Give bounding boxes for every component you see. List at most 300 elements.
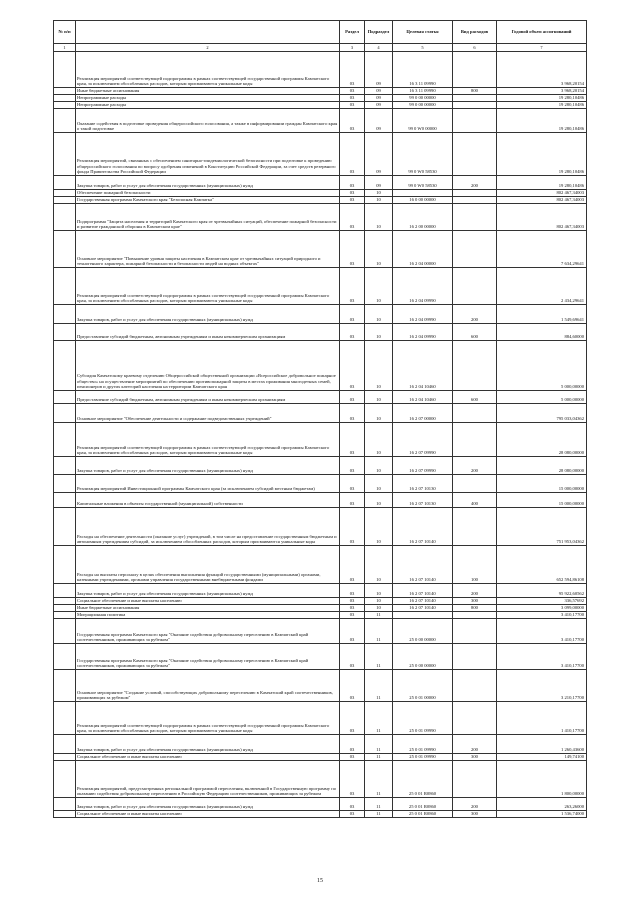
item-name-cell: Расходы на выплаты персоналу в целях обеспечения выполнения функций государственными (муниципальными) органами, казенными учреждениями, органами управления государственными внебюджетными фондами <box>76 546 340 584</box>
col-header-razdel: Раздел <box>340 21 365 44</box>
item-name-cell: Предоставление субсидий бюджетным, автономным учреждениям и иным некоммерческим организациям <box>76 324 340 341</box>
table-row <box>54 102 587 109</box>
amount-cell: 3 410,17700 <box>497 619 587 644</box>
num-cell <box>54 798 76 811</box>
num-cell <box>54 109 76 133</box>
podrazdel-cell: 11 <box>365 811 393 818</box>
vr-cell: 400 <box>453 493 497 508</box>
podrazdel-cell: 10 <box>365 305 393 324</box>
razdel-cell: 03 <box>340 457 365 475</box>
csr-cell: 16 2 04 00000 <box>393 231 453 268</box>
amount-cell: 28 080,00000 <box>497 423 587 457</box>
razdel-cell: 03 <box>340 133 365 176</box>
razdel-cell: 03 <box>340 612 365 619</box>
num-cell <box>54 546 76 584</box>
podrazdel-cell: 10 <box>365 423 393 457</box>
podrazdel-cell: 09 <box>365 176 393 190</box>
table-row <box>54 52 587 88</box>
table-row <box>54 619 587 644</box>
razdel-cell: 03 <box>340 423 365 457</box>
csr-cell: 25 0 01 R0860 <box>393 761 453 798</box>
table-row <box>54 109 587 133</box>
item-name-cell: Подпрограмма "Защита населения и территорий Камчатского края от чрезвычайных ситуаций, обеспечение пожарной безопасности и развитие гражданской обороны в Камчатском крае" <box>76 204 340 231</box>
vr-cell: 200 <box>453 176 497 190</box>
vr-cell <box>453 109 497 133</box>
table-row <box>54 190 587 197</box>
table-row <box>54 735 587 754</box>
vr-cell <box>453 133 497 176</box>
vr-cell <box>453 702 497 735</box>
item-name-cell: Обеспечение пожарной безопасности <box>76 190 340 197</box>
amount-cell: 2 434,29641 <box>497 268 587 305</box>
razdel-cell: 03 <box>340 619 365 644</box>
num-cell <box>54 735 76 754</box>
num-cell <box>54 176 76 190</box>
table-body <box>54 52 587 818</box>
col-number: 1 <box>54 44 76 52</box>
num-cell <box>54 457 76 475</box>
csr-cell: 99 0 W0 58530 <box>393 176 453 190</box>
col-number: 7 <box>497 44 587 52</box>
num-cell <box>54 493 76 508</box>
vr-cell <box>453 612 497 619</box>
table-row <box>54 305 587 324</box>
razdel-cell: 03 <box>340 754 365 761</box>
csr-cell: 16 2 07 00000 <box>393 404 453 423</box>
table-row <box>54 584 587 598</box>
vr-cell: 300 <box>453 811 497 818</box>
num-cell <box>54 754 76 761</box>
vr-cell <box>453 423 497 457</box>
amount-cell: 149,74100 <box>497 754 587 761</box>
razdel-cell: 03 <box>340 102 365 109</box>
csr-cell: 16 2 07 10140 <box>393 605 453 612</box>
podrazdel-cell: 11 <box>365 735 393 754</box>
num-cell <box>54 102 76 109</box>
num-cell <box>54 95 76 102</box>
table-row <box>54 341 587 391</box>
podrazdel-cell: 10 <box>365 391 393 404</box>
table-row <box>54 546 587 584</box>
table-row <box>54 798 587 811</box>
amount-cell: 3 968,20154 <box>497 88 587 95</box>
num-cell <box>54 324 76 341</box>
csr-cell: 16 2 07 09990 <box>393 457 453 475</box>
amount-cell: 3 410,17700 <box>497 612 587 619</box>
razdel-cell: 03 <box>340 109 365 133</box>
podrazdel-cell: 09 <box>365 52 393 88</box>
razdel-cell: 03 <box>340 52 365 88</box>
vr-cell: 600 <box>453 391 497 404</box>
item-name-cell: Иные бюджетные ассигнования <box>76 88 340 95</box>
vr-cell: 200 <box>453 735 497 754</box>
num-cell <box>54 341 76 391</box>
csr-cell: 16 2 04 09990 <box>393 268 453 305</box>
amount-cell: 1 260,43600 <box>497 735 587 754</box>
csr-cell: 16 3 11 09990 <box>393 88 453 95</box>
csr-cell: 99 0 00 00000 <box>393 102 453 109</box>
amount-cell: 802 467,34003 <box>497 204 587 231</box>
razdel-cell: 03 <box>340 605 365 612</box>
csr-cell: 25 0 01 00000 <box>393 670 453 702</box>
amount-cell: 7 634,29641 <box>497 231 587 268</box>
table-row <box>54 391 587 404</box>
podrazdel-cell: 10 <box>365 324 393 341</box>
item-name-cell: Закупка товаров, работ и услуг для обеспечения государственных (муниципальных) нужд <box>76 584 340 598</box>
csr-cell <box>393 612 453 619</box>
razdel-cell: 03 <box>340 176 365 190</box>
table-row <box>54 231 587 268</box>
vr-cell <box>453 268 497 305</box>
csr-cell: 25 0 01 R0860 <box>393 811 453 818</box>
table-row <box>54 176 587 190</box>
item-name-cell: Государственная программа Камчатского края "Оказание содействия добровольному переселению в Камчатский край соотечественников, проживающих за рубежом" <box>76 619 340 644</box>
podrazdel-cell: 11 <box>365 702 393 735</box>
num-cell <box>54 391 76 404</box>
vr-cell: 200 <box>453 305 497 324</box>
podrazdel-cell: 10 <box>365 197 393 204</box>
item-name-cell: Закупка товаров, работ и услуг для обеспечения государственных (муниципальных) нужд <box>76 798 340 811</box>
item-name-cell: Основное мероприятие "Обеспечение деятельности и содержание подведомственных учреждений" <box>76 404 340 423</box>
podrazdel-cell: 10 <box>365 190 393 197</box>
amount-cell: 1 410,17700 <box>497 702 587 735</box>
podrazdel-cell: 10 <box>365 341 393 391</box>
podrazdel-cell: 10 <box>365 598 393 605</box>
razdel-cell: 03 <box>340 761 365 798</box>
num-cell <box>54 190 76 197</box>
vr-cell: 200 <box>453 584 497 598</box>
podrazdel-cell: 10 <box>365 404 393 423</box>
razdel-cell: 03 <box>340 391 365 404</box>
podrazdel-cell: 09 <box>365 95 393 102</box>
amount-cell: 3 968,20154 <box>497 52 587 88</box>
table-row <box>54 670 587 702</box>
razdel-cell: 03 <box>340 598 365 605</box>
vr-cell: 800 <box>453 605 497 612</box>
csr-cell: 16 2 07 10130 <box>393 475 453 493</box>
item-name-cell: Закупка товаров, работ и услуг для обеспечения государственных (муниципальных) нужд <box>76 735 340 754</box>
table-row <box>54 612 587 619</box>
amount-cell: 1 800,00000 <box>497 761 587 798</box>
razdel-cell: 03 <box>340 190 365 197</box>
table-row <box>54 133 587 176</box>
razdel-cell: 03 <box>340 197 365 204</box>
csr-cell: 25 0 01 09990 <box>393 702 453 735</box>
num-cell <box>54 197 76 204</box>
razdel-cell: 03 <box>340 475 365 493</box>
column-number-row <box>54 44 587 52</box>
vr-cell <box>453 95 497 102</box>
table-row <box>54 95 587 102</box>
item-name-cell: Субсидия Камчатскому краевому отделению Общероссийской общественной организации «Всероссийское добровольное пожарное общество» на осуществление мероприятий по обеспечению противопожарной защиты в местах проживания многодетных семей, пенсионеров и других категорий населения на территории Камчатского края <box>76 341 340 391</box>
item-name-cell: Миграционная политика <box>76 612 340 619</box>
amount-cell: 3 410,17700 <box>497 644 587 670</box>
col-header-podrazdel: Подраздел <box>365 21 393 44</box>
podrazdel-cell: 10 <box>365 204 393 231</box>
col-header-vr: Вид расходов <box>453 21 497 44</box>
amount-cell: 19 280,10486 <box>497 95 587 102</box>
item-name-cell: Реализация мероприятий соответствующей подпрограммы в рамках соответствующей государственной программы Камчатского края, за исключением обособленных расходов, которым присваиваются уникальные коды <box>76 423 340 457</box>
podrazdel-cell: 10 <box>365 546 393 584</box>
num-cell <box>54 598 76 605</box>
podrazdel-cell: 09 <box>365 109 393 133</box>
razdel-cell: 03 <box>340 341 365 391</box>
csr-cell: 25 0 01 09990 <box>393 754 453 761</box>
razdel-cell: 03 <box>340 811 365 818</box>
table-row <box>54 423 587 457</box>
col-header-csr: Целевая статья <box>393 21 453 44</box>
num-cell <box>54 702 76 735</box>
podrazdel-cell: 10 <box>365 605 393 612</box>
podrazdel-cell: 10 <box>365 268 393 305</box>
item-name-cell: Капитальные вложения в объекты государственной (муниципальной) собственности <box>76 493 340 508</box>
item-name-cell: Государственная программа Камчатского края "Безопасная Камчатка" <box>76 197 340 204</box>
item-name-cell: Непрограммные расходы <box>76 102 340 109</box>
table-row <box>54 754 587 761</box>
item-name-cell: Реализация мероприятий соответствующей подпрограммы в рамках соответствующей государственной программы Камчатского края, за исключением обособленных расходов, которым присваиваются уникальные коды <box>76 702 340 735</box>
amount-cell: 3 099,00000 <box>497 605 587 612</box>
col-header-num: № п/п <box>54 21 76 44</box>
razdel-cell: 03 <box>340 404 365 423</box>
num-cell <box>54 268 76 305</box>
podrazdel-cell: 11 <box>365 644 393 670</box>
csr-cell: 25 0 00 00000 <box>393 619 453 644</box>
item-name-cell: Реализация мероприятий, связанных с обеспечением санитарно-эпидемиологической безопасности при подготовке к проведению общероссийского голосования по вопросу одобрения изменений в Конституцию Российской Федерации, за счет средств резервного фонда Правительства Российской Федерации <box>76 133 340 176</box>
vr-cell: 300 <box>453 754 497 761</box>
amount-cell: 802 467,34003 <box>497 190 587 197</box>
num-cell <box>54 508 76 546</box>
amount-cell: 19 280,10486 <box>497 133 587 176</box>
amount-cell: 15 000,00000 <box>497 475 587 493</box>
csr-cell: 16 2 07 10140 <box>393 598 453 605</box>
table-row <box>54 761 587 798</box>
num-cell <box>54 404 76 423</box>
razdel-cell: 03 <box>340 798 365 811</box>
csr-cell: 25 0 00 00000 <box>393 644 453 670</box>
vr-cell <box>453 52 497 88</box>
csr-cell: 16 2 07 10140 <box>393 508 453 546</box>
table-row <box>54 508 587 546</box>
amount-cell: 1 549,69641 <box>497 305 587 324</box>
item-name-cell: Реализация мероприятий соответствующей подпрограммы в рамках соответствующей государственной программы Камчатского края, за исключением обособленных расходов, которым присваиваются уникальные коды <box>76 52 340 88</box>
razdel-cell: 03 <box>340 268 365 305</box>
csr-cell: 16 2 00 00000 <box>393 204 453 231</box>
item-name-cell: Социальное обеспечение и иные выплаты населению <box>76 811 340 818</box>
razdel-cell: 03 <box>340 204 365 231</box>
item-name-cell: Иные бюджетные ассигнования <box>76 605 340 612</box>
item-name-cell: Государственная программа Камчатского края "Оказание содействия добровольному переселению в Камчатский край соотечественников, проживающих за рубежом" <box>76 644 340 670</box>
amount-cell: 19 280,10486 <box>497 102 587 109</box>
razdel-cell: 03 <box>340 508 365 546</box>
num-cell <box>54 605 76 612</box>
csr-cell: 99 0 W0 58530 <box>393 133 453 176</box>
csr-cell: 16 0 00 00000 <box>393 197 453 204</box>
col-number: 5 <box>393 44 453 52</box>
vr-cell: 800 <box>453 88 497 95</box>
table-header-row <box>54 21 587 44</box>
podrazdel-cell: 11 <box>365 619 393 644</box>
razdel-cell: 03 <box>340 324 365 341</box>
razdel-cell: 03 <box>340 305 365 324</box>
vr-cell <box>453 404 497 423</box>
amount-cell: 28 080,00000 <box>497 457 587 475</box>
podrazdel-cell: 10 <box>365 493 393 508</box>
item-name-cell: Социальное обеспечение и иные выплаты населению <box>76 754 340 761</box>
table-row <box>54 493 587 508</box>
col-number: 4 <box>365 44 393 52</box>
vr-cell <box>453 644 497 670</box>
num-cell <box>54 204 76 231</box>
amount-cell: 802 467,34003 <box>497 197 587 204</box>
budget-table <box>53 20 587 818</box>
item-name-cell: Реализация мероприятий, предусмотренных региональной программой переселения, включенной в Государственную программу по оказанию содействия добровольному переселению в Российскую Федерацию соотечественников, проживающих за рубежом <box>76 761 340 798</box>
vr-cell <box>453 231 497 268</box>
table-row <box>54 268 587 305</box>
num-cell <box>54 670 76 702</box>
vr-cell <box>453 204 497 231</box>
razdel-cell: 03 <box>340 95 365 102</box>
col-number: 3 <box>340 44 365 52</box>
csr-cell: 99 0 00 00000 <box>393 95 453 102</box>
podrazdel-cell: 10 <box>365 475 393 493</box>
table-row <box>54 644 587 670</box>
vr-cell <box>453 508 497 546</box>
table-row <box>54 197 587 204</box>
podrazdel-cell: 11 <box>365 670 393 702</box>
razdel-cell: 03 <box>340 493 365 508</box>
vr-cell <box>453 475 497 493</box>
col-header-name <box>76 21 340 44</box>
num-cell <box>54 305 76 324</box>
amount-cell: 19 280,10486 <box>497 109 587 133</box>
page-number: 15 <box>317 878 323 884</box>
vr-cell: 200 <box>453 457 497 475</box>
amount-cell: 5 000,00000 <box>497 341 587 391</box>
num-cell <box>54 612 76 619</box>
amount-cell: 884,60000 <box>497 324 587 341</box>
csr-cell: 25 0 01 R0860 <box>393 798 453 811</box>
vr-cell <box>453 619 497 644</box>
razdel-cell: 03 <box>340 88 365 95</box>
csr-cell <box>393 190 453 197</box>
num-cell <box>54 811 76 818</box>
num-cell <box>54 644 76 670</box>
col-number: 6 <box>453 44 497 52</box>
item-name-cell: Непрограммные расходы <box>76 95 340 102</box>
razdel-cell: 03 <box>340 584 365 598</box>
num-cell <box>54 475 76 493</box>
num-cell <box>54 584 76 598</box>
amount-cell: 5 000,00000 <box>497 391 587 404</box>
csr-cell: 16 2 07 10140 <box>393 546 453 584</box>
podrazdel-cell: 11 <box>365 612 393 619</box>
item-name-cell: Закупка товаров, работ и услуг для обеспечения государственных (муниципальных) нужд <box>76 457 340 475</box>
podrazdel-cell: 10 <box>365 231 393 268</box>
amount-cell: 263,26000 <box>497 798 587 811</box>
amount-cell: 3 210,17700 <box>497 670 587 702</box>
item-name-cell: Социальное обеспечение и иные выплаты населению <box>76 598 340 605</box>
csr-cell: 16 2 07 09990 <box>393 423 453 457</box>
csr-cell: 16 2 07 10130 <box>393 493 453 508</box>
col-number: 2 <box>76 44 340 52</box>
item-name-cell: Реализация мероприятий Инвестиционной программы Камчатского края (за исключением субсидий местным бюджетам) <box>76 475 340 493</box>
podrazdel-cell: 11 <box>365 761 393 798</box>
amount-cell: 1 536,74000 <box>497 811 587 818</box>
table-row <box>54 702 587 735</box>
razdel-cell: 03 <box>340 670 365 702</box>
item-name-cell: Реализация мероприятий соответствующей подпрограммы в рамках соответствующей государственной программы Камчатского края, за исключением обособленных расходов, которым присваиваются уникальные коды <box>76 268 340 305</box>
num-cell <box>54 231 76 268</box>
item-name-cell: Оказание содействия в подготовке проведения общероссийского голосования, а также в информировании граждан Камчатского края о такой подготовке <box>76 109 340 133</box>
csr-cell: 99 0 W0 00000 <box>393 109 453 133</box>
podrazdel-cell: 11 <box>365 798 393 811</box>
num-cell <box>54 761 76 798</box>
amount-cell: 795 033,04362 <box>497 404 587 423</box>
num-cell <box>54 52 76 88</box>
csr-cell: 16 2 04 09990 <box>393 305 453 324</box>
podrazdel-cell: 09 <box>365 133 393 176</box>
csr-cell: 16 2 04 10460 <box>393 341 453 391</box>
razdel-cell: 03 <box>340 231 365 268</box>
amount-cell: 95 922,60562 <box>497 584 587 598</box>
razdel-cell: 03 <box>340 735 365 754</box>
vr-cell <box>453 341 497 391</box>
table-row <box>54 324 587 341</box>
vr-cell: 600 <box>453 324 497 341</box>
table-row <box>54 404 587 423</box>
vr-cell <box>453 670 497 702</box>
table-row <box>54 88 587 95</box>
item-name-cell: Закупка товаров, работ и услуг для обеспечения государственных (муниципальных) нужд <box>76 176 340 190</box>
amount-cell: 15 000,00000 <box>497 493 587 508</box>
col-header-amount: Годовой объем ассигнований <box>497 21 587 44</box>
csr-cell: 16 2 04 09990 <box>393 324 453 341</box>
amount-cell: 751 953,04362 <box>497 508 587 546</box>
num-cell <box>54 88 76 95</box>
table-row <box>54 605 587 612</box>
podrazdel-cell: 10 <box>365 508 393 546</box>
podrazdel-cell: 11 <box>365 754 393 761</box>
item-name-cell: Закупка товаров, работ и услуг для обеспечения государственных (муниципальных) нужд <box>76 305 340 324</box>
num-cell <box>54 423 76 457</box>
table-row <box>54 811 587 818</box>
vr-cell <box>453 761 497 798</box>
table-row <box>54 475 587 493</box>
num-cell <box>54 619 76 644</box>
vr-cell <box>453 102 497 109</box>
razdel-cell: 03 <box>340 702 365 735</box>
table-row <box>54 598 587 605</box>
item-name-cell: Расходы на обеспечение деятельности (оказание услуг) учреждений, в том числе на предоставление государственным бюджетным и автономным учреждениям субсидий, за исключением обособленных расходов, которым присваиваются уникальные коды <box>76 508 340 546</box>
amount-cell: 652 594,86108 <box>497 546 587 584</box>
razdel-cell: 03 <box>340 644 365 670</box>
table-row <box>54 457 587 475</box>
podrazdel-cell: 09 <box>365 88 393 95</box>
vr-cell: 100 <box>453 546 497 584</box>
item-name-cell: Предоставление субсидий бюджетным, автономным учреждениям и иным некоммерческим организациям <box>76 391 340 404</box>
csr-cell: 16 2 04 10460 <box>393 391 453 404</box>
item-name-cell: Основное мероприятие "Создание условий, способствующих добровольному переселению в Камчатский край соотечественников, проживающих за рубежом" <box>76 670 340 702</box>
amount-cell: 336,57692 <box>497 598 587 605</box>
vr-cell <box>453 197 497 204</box>
csr-cell: 25 0 01 09990 <box>393 735 453 754</box>
table-row <box>54 204 587 231</box>
vr-cell: 300 <box>453 598 497 605</box>
podrazdel-cell: 10 <box>365 457 393 475</box>
amount-cell: 19 280,10486 <box>497 176 587 190</box>
csr-cell: 16 2 07 10140 <box>393 584 453 598</box>
item-name-cell: Основное мероприятие "Повышение уровня защиты населения в Камчатском крае от чрезвычайных ситуаций природного и техногенного характера, пожарной безопасности и безопасности людей на водных объектах" <box>76 231 340 268</box>
